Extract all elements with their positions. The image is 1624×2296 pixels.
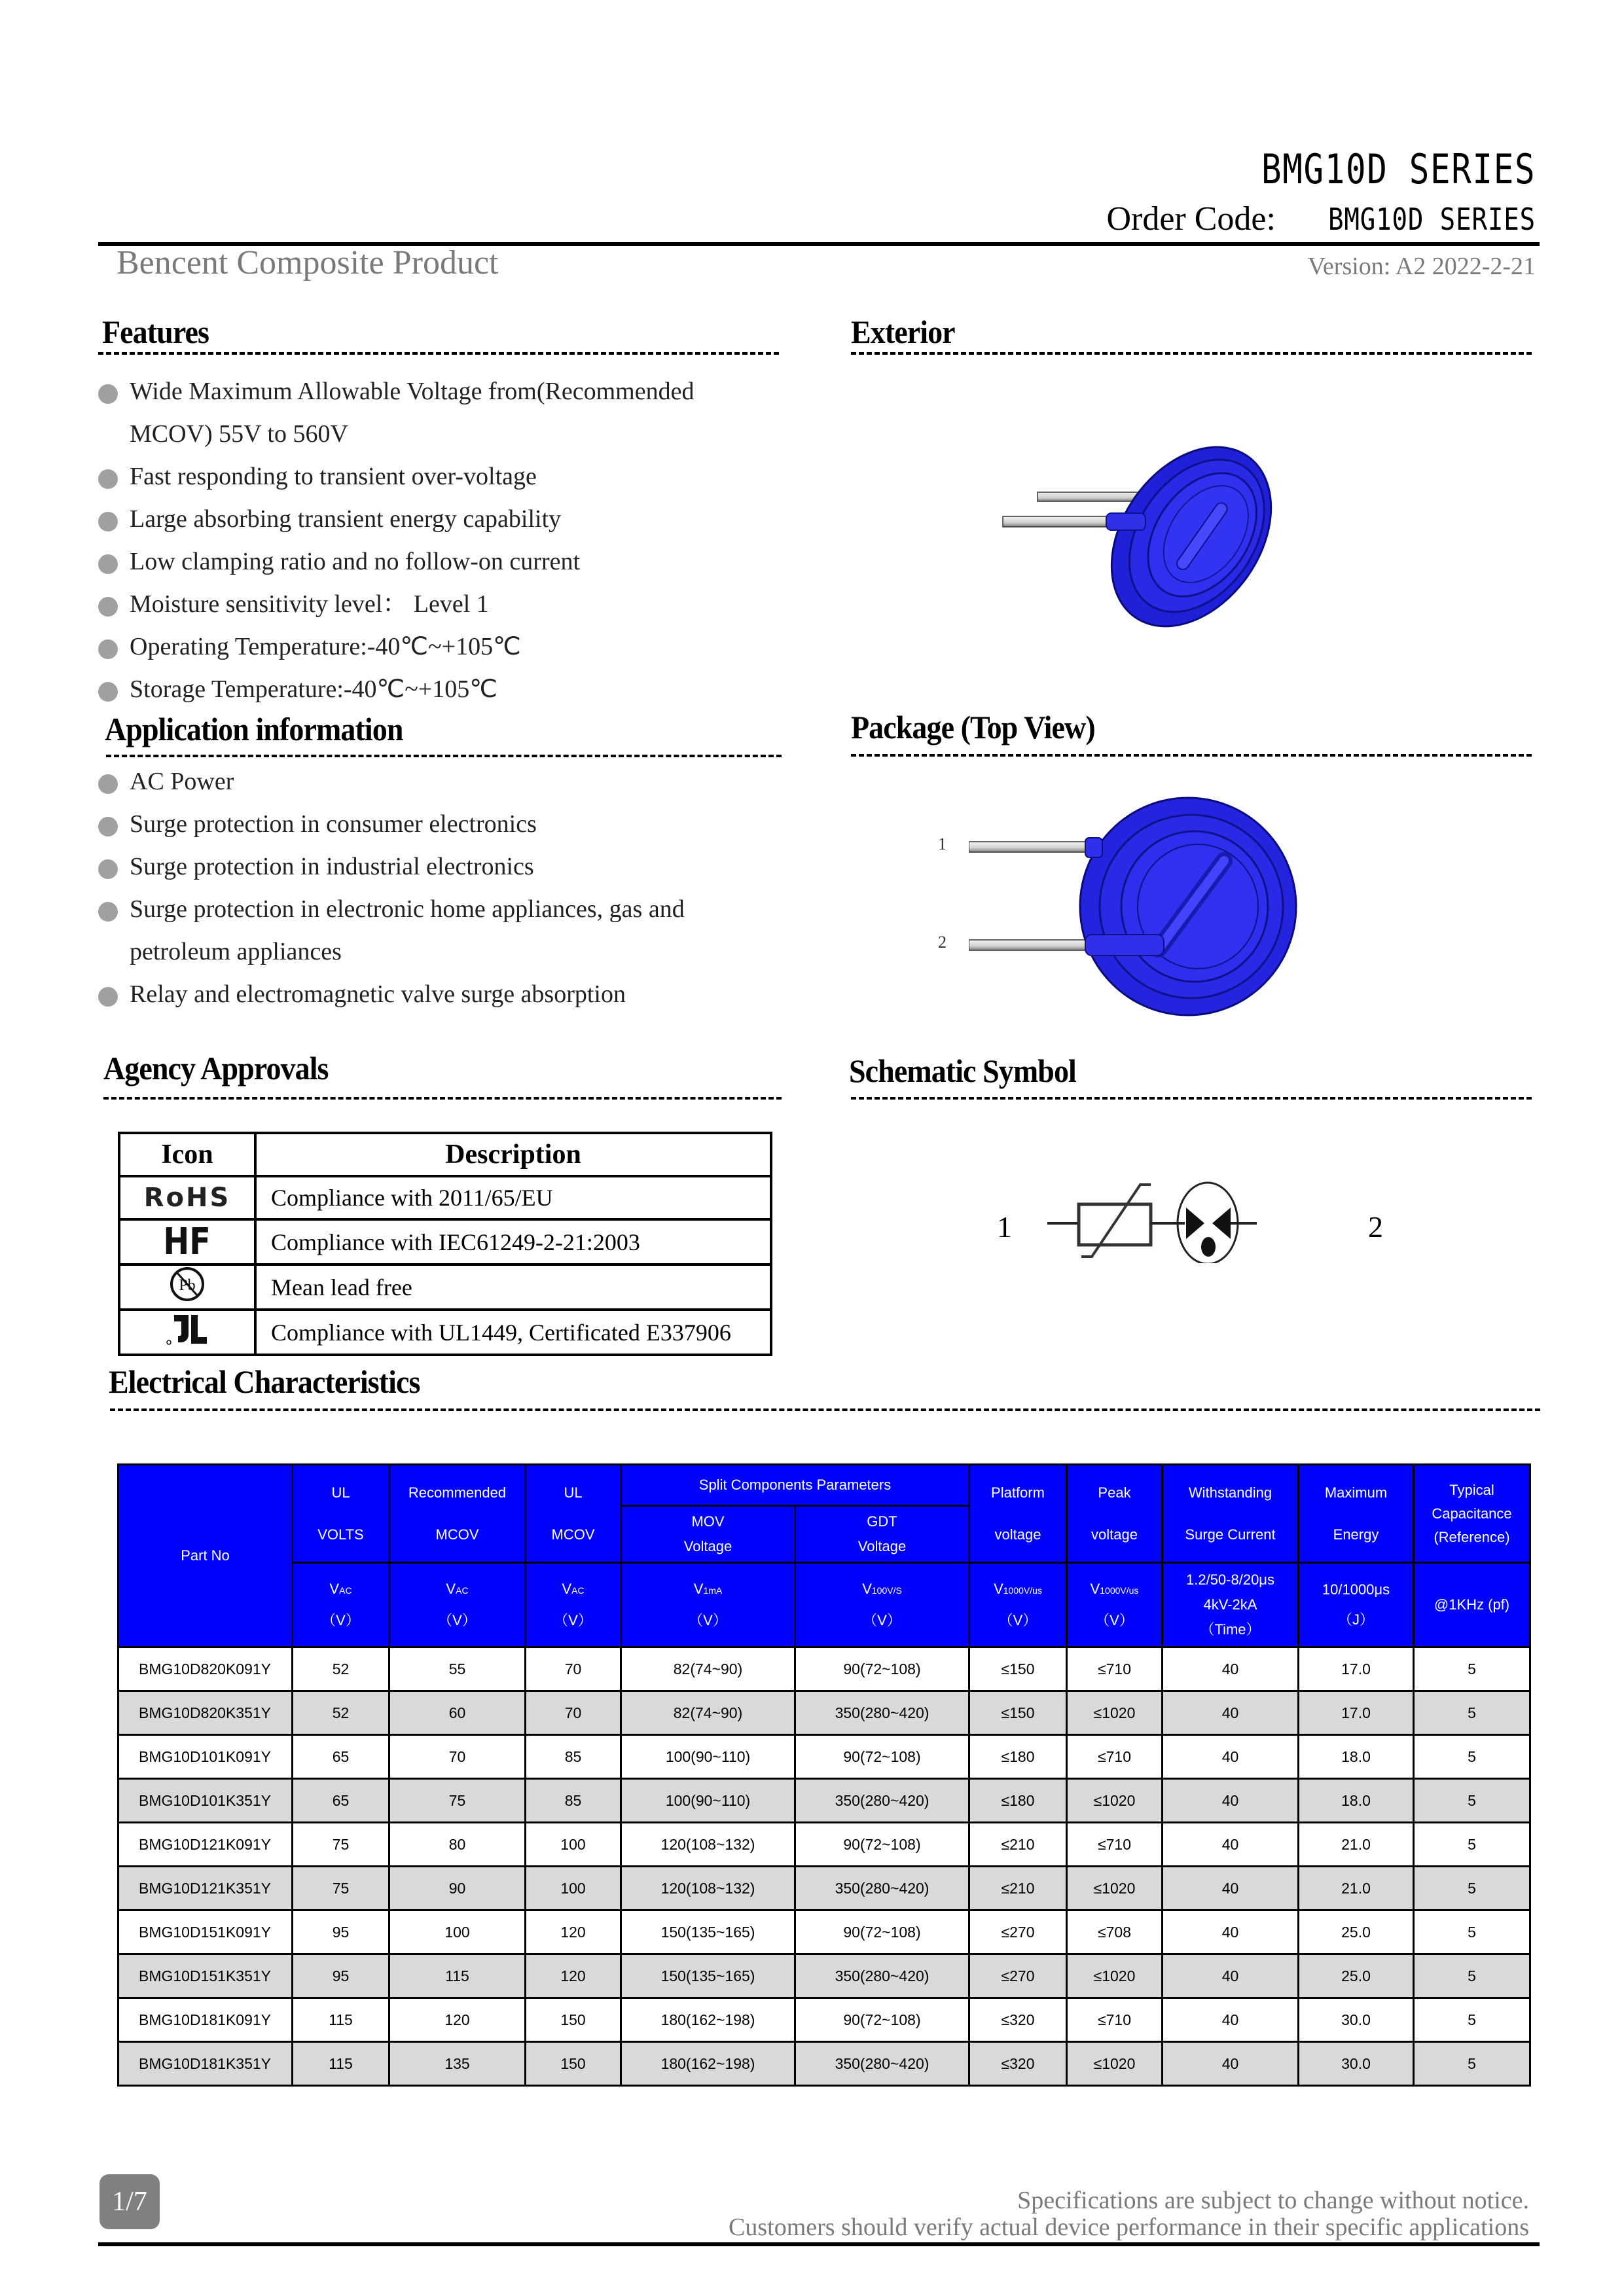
agency-row xyxy=(119,1310,771,1355)
cell-mov-voltage: 180(162~198) xyxy=(621,1998,795,2042)
cell-maximum-energy: 25.0 xyxy=(1299,1910,1414,1954)
cell-part-no: BMG10D151K351Y xyxy=(118,1954,293,1998)
cell-peak-voltage: ≤1020 xyxy=(1067,1691,1163,1735)
table-row xyxy=(118,1823,1530,1867)
col-maximum-energy: Maximum Energy xyxy=(1299,1465,1414,1563)
cell-mov-voltage: 82(74~90) xyxy=(621,1647,795,1691)
feature-item: Wide Maximum Allowable Voltage from(Recommended xyxy=(98,370,785,413)
cell-withstanding-surge: 40 xyxy=(1163,1867,1299,1910)
cell-ul-volts: 52 xyxy=(293,1647,389,1691)
agency-row xyxy=(119,1219,771,1265)
table-row xyxy=(118,1954,1530,1998)
cell-platform-voltage: ≤270 xyxy=(969,1954,1067,1998)
cell-ul-mcov: 85 xyxy=(526,1779,621,1823)
bullet-dot-icon xyxy=(98,512,118,531)
cell-typical-capacitance: 5 xyxy=(1414,1691,1530,1735)
footer-rule xyxy=(98,2242,1540,2246)
cell-platform-voltage: ≤210 xyxy=(969,1867,1067,1910)
agency-description: Compliance with UL1449, Certificated E337906 xyxy=(255,1310,771,1355)
feature-item: Moisture sensitivity level： Level 1 xyxy=(98,583,785,626)
schematic-pin-2-label: 2 xyxy=(1368,1210,1383,1244)
agency-description: Compliance with IEC61249-2-21:2003 xyxy=(255,1219,771,1265)
table-row xyxy=(118,1998,1530,2042)
unit-mov: V1mA （V） xyxy=(621,1563,795,1647)
cell-part-no: BMG10D101K351Y xyxy=(118,1779,293,1823)
feature-item: Storage Temperature:-40℃~+105℃ xyxy=(98,668,785,711)
col-platform-voltage: Platform voltage xyxy=(969,1465,1067,1563)
ul-recognized-icon xyxy=(161,1311,213,1348)
cell-ul-volts: 65 xyxy=(293,1779,389,1823)
order-code-value: BMG10D SERIES xyxy=(1327,202,1536,237)
cell-ul-volts: 115 xyxy=(293,2042,389,2086)
col-split-components: Split Components Parameters xyxy=(621,1465,969,1506)
cell-maximum-energy: 17.0 xyxy=(1299,1691,1414,1735)
agency-icon-cell xyxy=(119,1176,255,1219)
cell-part-no: BMG10D101K091Y xyxy=(118,1735,293,1779)
bullet-dot-icon xyxy=(98,902,118,922)
package-top-view-image xyxy=(969,785,1309,1021)
footer-note-1: Specifications are subject to change without notice. xyxy=(1017,2187,1529,2214)
cell-maximum-energy: 17.0 xyxy=(1299,1647,1414,1691)
cell-gdt-voltage: 350(280~420) xyxy=(795,1954,969,1998)
bullet-dot-icon xyxy=(98,774,118,794)
cell-ul-mcov: 100 xyxy=(526,1867,621,1910)
cell-recommended-mcov: 115 xyxy=(389,1954,526,1998)
schematic-symbol xyxy=(1047,1172,1348,1263)
svg-text:Pb: Pb xyxy=(179,1277,196,1294)
agency-icon-cell xyxy=(119,1265,255,1310)
cell-withstanding-surge: 40 xyxy=(1163,1779,1299,1823)
cell-typical-capacitance: 5 xyxy=(1414,1823,1530,1867)
agency-approvals-table xyxy=(118,1132,772,1356)
company-name: Bencent Composite Product xyxy=(117,244,499,281)
cell-platform-voltage: ≤150 xyxy=(969,1691,1067,1735)
bullet-dot-icon xyxy=(98,817,118,836)
footer-note-2: Customers should verify actual device performance in their specific applications xyxy=(729,2214,1529,2241)
electrical-heading: Electrical Characteristics xyxy=(109,1363,420,1400)
cell-part-no: BMG10D820K091Y xyxy=(118,1647,293,1691)
schematic-pin-1-label: 1 xyxy=(997,1210,1012,1244)
bullet-dot-icon xyxy=(98,859,118,879)
bullet-dot-icon xyxy=(98,469,118,489)
cell-withstanding-surge: 40 xyxy=(1163,1910,1299,1954)
table-header-row xyxy=(118,1465,1530,1506)
pin-1-label: 1 xyxy=(938,834,947,853)
electrical-divider xyxy=(110,1408,1540,1411)
cell-platform-voltage: ≤270 xyxy=(969,1910,1067,1954)
cell-ul-mcov: 150 xyxy=(526,2042,621,2086)
bullet-dot-icon xyxy=(98,682,118,702)
application-divider xyxy=(106,755,782,757)
cell-ul-mcov: 120 xyxy=(526,1910,621,1954)
agency-heading: Agency Approvals xyxy=(103,1050,329,1086)
cell-mov-voltage: 180(162~198) xyxy=(621,2042,795,2086)
features-divider xyxy=(98,352,779,355)
cell-ul-mcov: 85 xyxy=(526,1735,621,1779)
col-description-header: Description xyxy=(255,1133,771,1176)
table-row xyxy=(118,1779,1530,1823)
agency-description: Mean lead free xyxy=(255,1265,771,1310)
lead-wire xyxy=(1038,492,1142,501)
cell-peak-voltage: ≤710 xyxy=(1067,1823,1163,1867)
page-number-badge: 1/7 xyxy=(99,2174,160,2229)
features-list xyxy=(98,370,785,711)
cell-part-no: BMG10D181K091Y xyxy=(118,1998,293,2042)
cell-maximum-energy: 21.0 xyxy=(1299,1823,1414,1867)
cell-mov-voltage: 82(74~90) xyxy=(621,1691,795,1735)
agency-icon-cell xyxy=(119,1219,255,1265)
cell-maximum-energy: 25.0 xyxy=(1299,1954,1414,1998)
cell-gdt-voltage: 90(72~108) xyxy=(795,1647,969,1691)
cell-mov-voltage: 150(135~165) xyxy=(621,1954,795,1998)
feature-item: Large absorbing transient energy capability xyxy=(98,498,785,541)
bullet-dot-icon xyxy=(98,384,118,404)
cell-peak-voltage: ≤710 xyxy=(1067,1998,1163,2042)
cell-mov-voltage: 100(90~110) xyxy=(621,1735,795,1779)
cell-recommended-mcov: 120 xyxy=(389,1998,526,2042)
cell-typical-capacitance: 5 xyxy=(1414,1647,1530,1691)
unit-peak: V1000V/us （V） xyxy=(1067,1563,1163,1647)
cell-maximum-energy: 30.0 xyxy=(1299,1998,1414,2042)
cell-peak-voltage: ≤1020 xyxy=(1067,2042,1163,2086)
version-label: Version: A2 2022-2-21 xyxy=(1307,253,1536,280)
cell-typical-capacitance: 5 xyxy=(1414,1779,1530,1823)
exterior-component-image xyxy=(943,393,1335,694)
cell-typical-capacitance: 5 xyxy=(1414,1954,1530,1998)
unit-gdt: V100V/S （V） xyxy=(795,1563,969,1647)
cell-mov-voltage: 100(90~110) xyxy=(621,1779,795,1823)
cell-gdt-voltage: 350(280~420) xyxy=(795,1779,969,1823)
cell-platform-voltage: ≤210 xyxy=(969,1823,1067,1867)
application-item: Surge protection in electronic home appliances, gas and xyxy=(98,888,785,931)
cell-withstanding-surge: 40 xyxy=(1163,1735,1299,1779)
lead-free-icon xyxy=(169,1266,206,1302)
col-mov-voltage: MOV Voltage xyxy=(621,1506,795,1563)
cell-part-no: BMG10D820K351Y xyxy=(118,1691,293,1735)
cell-platform-voltage: ≤320 xyxy=(969,2042,1067,2086)
col-peak-voltage: Peak voltage xyxy=(1067,1465,1163,1563)
cell-maximum-energy: 21.0 xyxy=(1299,1867,1414,1910)
rohs-icon: RoHS xyxy=(143,1183,231,1213)
unit-withstanding: 1.2/50-8/20μs 4kV-2kA （Time） xyxy=(1163,1563,1299,1647)
application-item-continued: petroleum appliances xyxy=(130,938,342,965)
unit-rec-mcov: VAC （V） xyxy=(389,1563,526,1647)
cell-recommended-mcov: 135 xyxy=(389,2042,526,2086)
cell-maximum-energy: 30.0 xyxy=(1299,2042,1414,2086)
cell-ul-mcov: 150 xyxy=(526,1998,621,2042)
col-part-no: Part No xyxy=(118,1465,293,1647)
agency-icon-cell xyxy=(119,1310,255,1355)
exterior-divider xyxy=(851,352,1532,355)
cell-typical-capacitance: 5 xyxy=(1414,1910,1530,1954)
cell-platform-voltage: ≤180 xyxy=(969,1779,1067,1823)
feature-item: Low clamping ratio and no follow-on current xyxy=(98,541,785,583)
lead-wire xyxy=(969,842,1087,852)
cell-maximum-energy: 18.0 xyxy=(1299,1779,1414,1823)
cell-recommended-mcov: 55 xyxy=(389,1647,526,1691)
cell-gdt-voltage: 90(72~108) xyxy=(795,1735,969,1779)
lead-wire xyxy=(969,940,1087,950)
cell-recommended-mcov: 80 xyxy=(389,1823,526,1867)
cell-recommended-mcov: 70 xyxy=(389,1735,526,1779)
feature-item: Operating Temperature:-40℃~+105℃ xyxy=(98,626,785,668)
features-heading: Features xyxy=(102,314,209,350)
order-code xyxy=(1106,200,1536,238)
application-item: Relay and electromagnetic valve surge absorption xyxy=(98,973,785,1016)
table-units-row xyxy=(118,1563,1530,1647)
cell-part-no: BMG10D121K091Y xyxy=(118,1823,293,1867)
cell-ul-volts: 75 xyxy=(293,1867,389,1910)
bullet-dot-icon xyxy=(98,554,118,574)
disc-body xyxy=(1079,417,1304,656)
cell-withstanding-surge: 40 xyxy=(1163,1691,1299,1735)
unit-platform: V1000V/us （V） xyxy=(969,1563,1067,1647)
unit-max-energy: 10/1000μs （J） xyxy=(1299,1563,1414,1647)
col-gdt-voltage: GDT Voltage xyxy=(795,1506,969,1563)
cell-mov-voltage: 150(135~165) xyxy=(621,1910,795,1954)
application-list xyxy=(98,761,785,1016)
cell-ul-volts: 95 xyxy=(293,1954,389,1998)
schematic-heading: Schematic Symbol xyxy=(849,1052,1076,1089)
unit-ul-volts: VAC （V） xyxy=(293,1563,389,1647)
cell-typical-capacitance: 5 xyxy=(1414,2042,1530,2086)
cell-ul-mcov: 70 xyxy=(526,1647,621,1691)
cell-withstanding-surge: 40 xyxy=(1163,1823,1299,1867)
cell-typical-capacitance: 5 xyxy=(1414,1998,1530,2042)
application-item: AC Power xyxy=(98,761,785,803)
feature-item: Fast responding to transient over-voltage xyxy=(98,456,785,498)
electrical-table-body xyxy=(118,1647,1530,2086)
cell-maximum-energy: 18.0 xyxy=(1299,1735,1414,1779)
cell-ul-mcov: 120 xyxy=(526,1954,621,1998)
lead-wire xyxy=(1003,516,1114,527)
application-item: Surge protection in consumer electronics xyxy=(98,803,785,846)
halogen-free-icon: HF xyxy=(163,1221,211,1263)
col-icon-header: Icon xyxy=(119,1133,255,1176)
table-row xyxy=(118,1735,1530,1779)
cell-part-no: BMG10D121K351Y xyxy=(118,1867,293,1910)
cell-platform-voltage: ≤180 xyxy=(969,1735,1067,1779)
cell-ul-volts: 52 xyxy=(293,1691,389,1735)
application-heading: Application information xyxy=(105,711,403,747)
cell-recommended-mcov: 75 xyxy=(389,1779,526,1823)
cell-peak-voltage: ≤1020 xyxy=(1067,1954,1163,1998)
cell-peak-voltage: ≤1020 xyxy=(1067,1867,1163,1910)
cell-part-no: BMG10D151K091Y xyxy=(118,1910,293,1954)
cell-platform-voltage: ≤320 xyxy=(969,1998,1067,2042)
feature-item-continued: MCOV) 55V to 560V xyxy=(130,420,348,448)
table-row xyxy=(118,1647,1530,1691)
bullet-dot-icon xyxy=(98,639,118,659)
table-row xyxy=(118,1910,1530,1954)
schematic-divider xyxy=(851,1097,1532,1100)
cell-platform-voltage: ≤150 xyxy=(969,1647,1067,1691)
cell-gdt-voltage: 90(72~108) xyxy=(795,1998,969,2042)
cell-gdt-voltage: 90(72~108) xyxy=(795,1910,969,1954)
col-recommended-mcov: Recommended MCOV xyxy=(389,1465,526,1563)
cell-peak-voltage: ≤710 xyxy=(1067,1735,1163,1779)
table-row xyxy=(118,2042,1530,2086)
cell-peak-voltage: ≤708 xyxy=(1067,1910,1163,1954)
cell-ul-mcov: 70 xyxy=(526,1691,621,1735)
unit-capacitance: @1KHz (pf) xyxy=(1414,1563,1530,1647)
cell-gdt-voltage: 350(280~420) xyxy=(795,1691,969,1735)
cell-typical-capacitance: 5 xyxy=(1414,1735,1530,1779)
exterior-heading: Exterior xyxy=(851,314,955,350)
cell-ul-volts: 95 xyxy=(293,1910,389,1954)
table-row xyxy=(118,1691,1530,1735)
cell-typical-capacitance: 5 xyxy=(1414,1867,1530,1910)
agency-row xyxy=(119,1176,771,1219)
cell-mov-voltage: 120(108~132) xyxy=(621,1823,795,1867)
cell-gdt-voltage: 350(280~420) xyxy=(795,1867,969,1910)
cell-ul-volts: 75 xyxy=(293,1823,389,1867)
cell-gdt-voltage: 350(280~420) xyxy=(795,2042,969,2086)
series-title: BMG10D SERIES xyxy=(1261,145,1536,193)
bullet-dot-icon xyxy=(98,987,118,1007)
cell-mov-voltage: 120(108~132) xyxy=(621,1867,795,1910)
bullet-dot-icon xyxy=(98,597,118,617)
col-withstanding-surge: Withstanding Surge Current xyxy=(1163,1465,1299,1563)
cell-part-no: BMG10D181K351Y xyxy=(118,2042,293,2086)
cell-ul-volts: 65 xyxy=(293,1735,389,1779)
package-divider xyxy=(851,754,1532,757)
cell-ul-volts: 115 xyxy=(293,1998,389,2042)
cell-recommended-mcov: 60 xyxy=(389,1691,526,1735)
cell-peak-voltage: ≤710 xyxy=(1067,1647,1163,1691)
col-typical-capacitance: Typical Capacitance (Reference) xyxy=(1414,1465,1530,1563)
cell-ul-mcov: 100 xyxy=(526,1823,621,1867)
cell-recommended-mcov: 90 xyxy=(389,1867,526,1910)
agency-row xyxy=(119,1265,771,1310)
cell-recommended-mcov: 100 xyxy=(389,1910,526,1954)
agency-header-row xyxy=(119,1133,771,1176)
cell-withstanding-surge: 40 xyxy=(1163,1647,1299,1691)
cell-withstanding-surge: 40 xyxy=(1163,1998,1299,2042)
unit-ul-mcov: VAC （V） xyxy=(526,1563,621,1647)
electrical-characteristics-table xyxy=(117,1463,1531,2087)
col-ul-mcov: UL MCOV xyxy=(526,1465,621,1563)
agency-description: Compliance with 2011/65/EU xyxy=(255,1176,771,1219)
cell-gdt-voltage: 90(72~108) xyxy=(795,1823,969,1867)
cell-peak-voltage: ≤1020 xyxy=(1067,1779,1163,1823)
table-row xyxy=(118,1867,1530,1910)
cell-withstanding-surge: 40 xyxy=(1163,2042,1299,2086)
cell-withstanding-surge: 40 xyxy=(1163,1954,1299,1998)
pin-2-label: 2 xyxy=(938,933,947,952)
col-ul-volts: UL VOLTS xyxy=(293,1465,389,1563)
order-code-label: Order Code: xyxy=(1106,200,1276,238)
application-item: Surge protection in industrial electronics xyxy=(98,846,785,888)
agency-divider xyxy=(103,1097,782,1100)
package-heading: Package (Top View) xyxy=(851,709,1095,745)
